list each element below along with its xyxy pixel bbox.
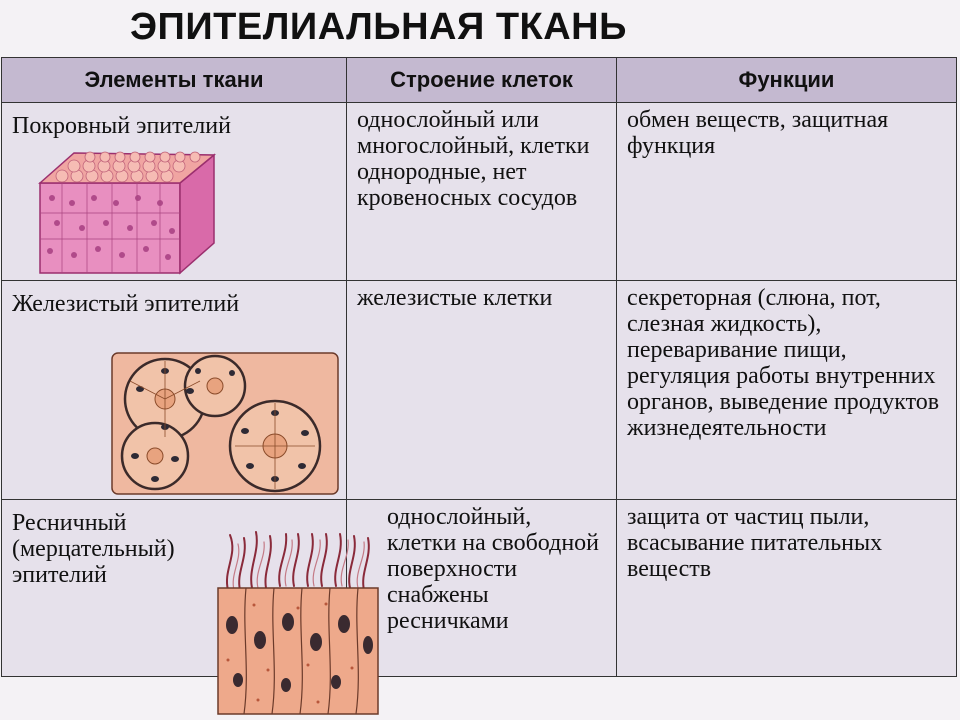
epithelium-table bbox=[1, 57, 957, 677]
functions-cell bbox=[617, 500, 957, 677]
functions-text: обмен веществ, защитная функция bbox=[627, 107, 889, 159]
covering-epithelium-illustration bbox=[32, 143, 222, 278]
table-row bbox=[2, 281, 957, 500]
cell-structure-text: однослойный, клетки на свободной поверхности снабжены ресничками bbox=[387, 504, 600, 634]
cell-structure-text: железистые клетки bbox=[357, 285, 553, 311]
tissue-element-cell bbox=[2, 281, 347, 500]
functions-cell bbox=[617, 281, 957, 500]
tissue-element-name: Ресничный (мерцательный) эпителий bbox=[12, 510, 175, 588]
cell-structure-text: однослойный или многослойный, клетки однородные, нет кровеносных сосудов bbox=[357, 107, 590, 211]
functions-text: защита от частиц пыли, всасывание питательных веществ bbox=[627, 504, 883, 582]
tissue-element-name: Железистый эпителий bbox=[12, 291, 240, 317]
table-header-row bbox=[2, 58, 957, 103]
tissue-element-cell bbox=[2, 103, 347, 281]
ciliated-epithelium-illustration bbox=[208, 530, 388, 716]
table-row bbox=[2, 500, 957, 677]
cell-structure bbox=[347, 103, 617, 281]
tissue-element-name: Покровный эпителий bbox=[12, 113, 231, 139]
slide-title: ЭПИТЕЛИАЛЬНАЯ ТКАНЬ bbox=[130, 6, 627, 48]
glandular-epithelium-illustration bbox=[110, 351, 340, 496]
column-header-structure: Строение клеток bbox=[347, 58, 617, 103]
cell-structure bbox=[347, 281, 617, 500]
functions-cell bbox=[617, 103, 957, 281]
functions-text: секреторная (слюна, пот, слезная жидкость), переваривание пищи, регуляция работы внутренних органов, выведение продуктов жизнедеятельности bbox=[627, 285, 940, 441]
column-header-functions: Функции bbox=[617, 58, 957, 103]
table-row bbox=[2, 103, 957, 281]
column-header-elements: Элементы ткани bbox=[2, 58, 347, 103]
